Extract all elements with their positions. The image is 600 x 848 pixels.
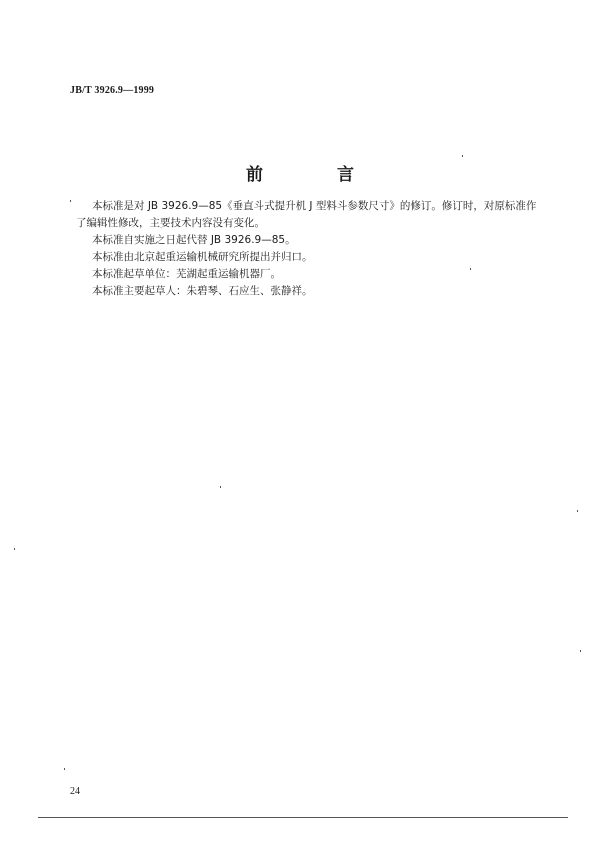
paragraph-drafting-unit: 本标准起草单位：芜湖起重运输机器厂。	[92, 268, 281, 280]
paragraph-revision: 本标准是对 JB 3926.9—85《垂直斗式提升机 J 型料斗参数尺寸》的修订。修订时，对原标准作	[92, 200, 537, 212]
page-number: 24	[70, 786, 80, 797]
paragraph-replacement: 本标准自实施之日起代替 JB 3926.9—85。	[92, 234, 296, 246]
scan-speck	[64, 768, 65, 770]
scan-speck	[220, 486, 221, 488]
page-title: 前 言	[246, 165, 388, 185]
scan-speck	[462, 155, 463, 157]
scan-speck	[14, 548, 15, 550]
paragraph-proposer: 本标准由北京起重运输机械研究所提出并归口。	[92, 251, 313, 263]
paragraph-drafters: 本标准主要起草人：朱碧琴、石应生、张静祥。	[92, 285, 313, 297]
standard-code: JB/T 3926.9—1999	[70, 85, 155, 96]
scan-speck	[577, 510, 578, 512]
scan-speck	[70, 200, 71, 202]
scan-speck	[470, 268, 471, 270]
foreword-body	[76, 198, 576, 300]
paragraph-revision-continued: 了编辑性修改，主要技术内容没有变化。	[76, 217, 265, 229]
scan-speck	[580, 650, 581, 652]
footer-divider	[38, 817, 568, 818]
